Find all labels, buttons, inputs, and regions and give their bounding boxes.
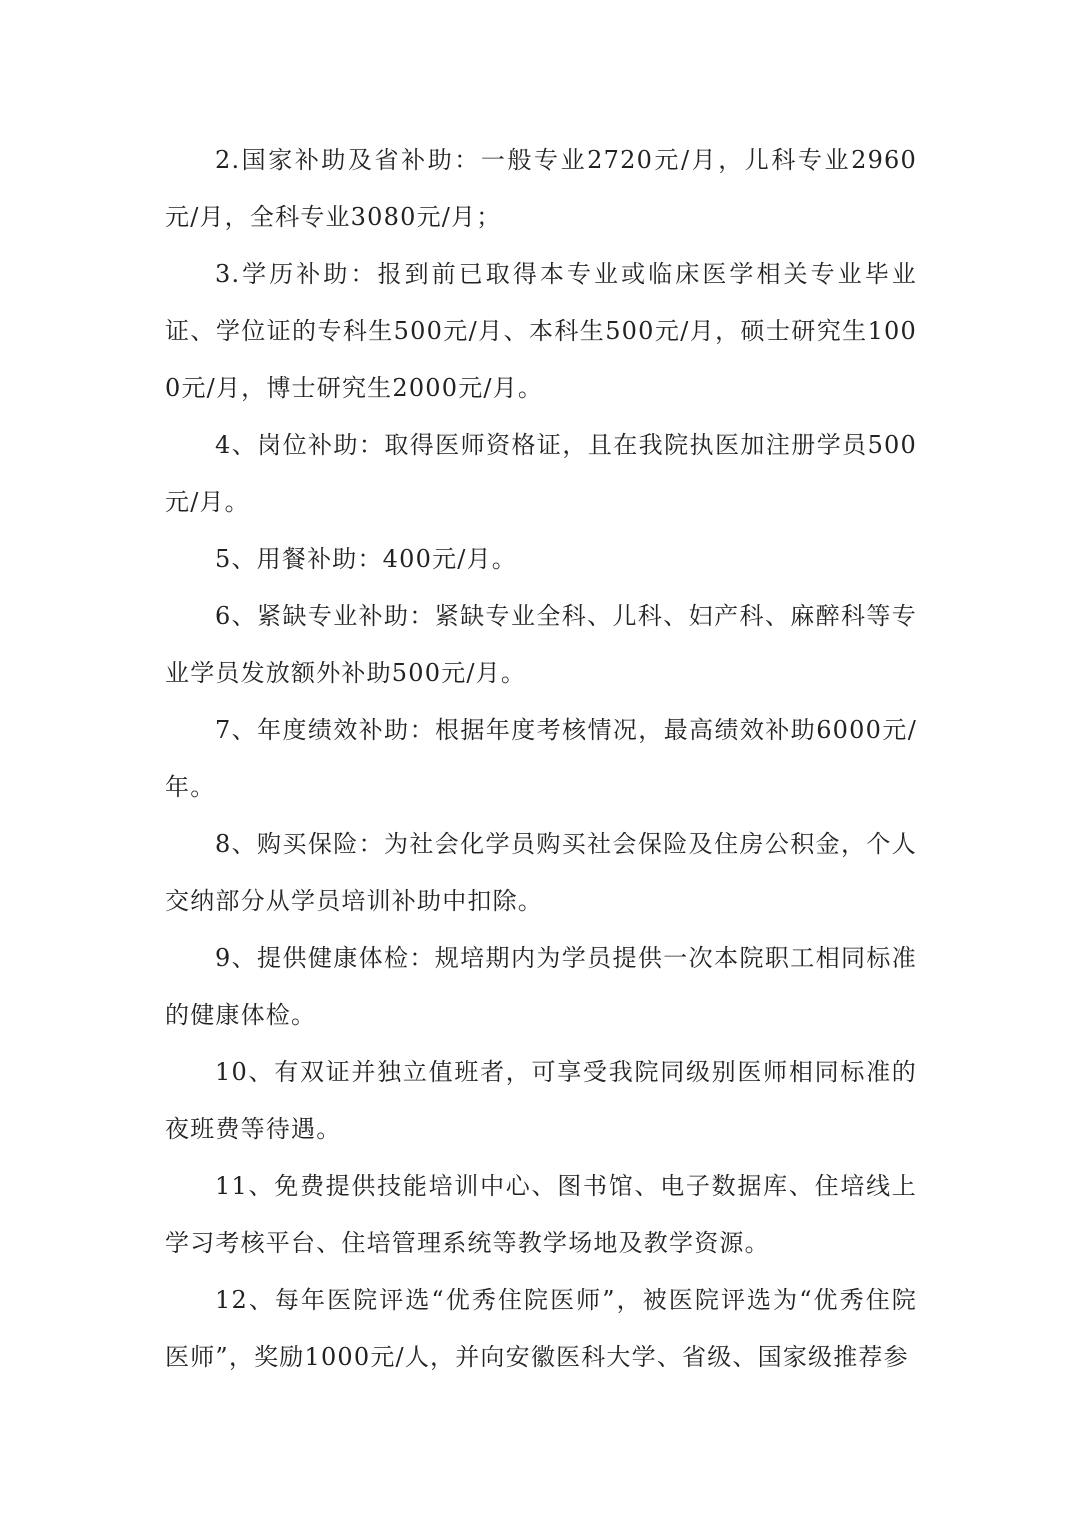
paragraph-excellent-resident: 12、每年医院评选“优秀住院医师”，被医院评选为“优秀住院医师”，奖励1000元/人，并向安徽医科大学、省级、国家级推荐参 <box>165 1286 917 1371</box>
paragraph-insurance: 8、购买保险：为社会化学员购买社会保险及住房公积金，个人交纳部分从学员培训补助中扣除。 <box>165 830 917 915</box>
paragraph-meal-subsidy: 5、用餐补助：400元/月。 <box>215 545 517 573</box>
paragraph-position-subsidy: 4、岗位补助：取得医师资格证，且在我院执医加注册学员500元/月。 <box>165 431 917 516</box>
paragraph-education-subsidy: 3.学历补助：报到前已取得本专业或临床医学相关专业毕业证、学位证的专科生500元/月、本科生500元/月，硕士研究生1000元/月，博士研究生2000元/月。 <box>165 260 917 402</box>
paragraph-shortage-subsidy: 6、紧缺专业补助：紧缺专业全科、儿科、妇产科、麻醉科等专业学员发放额外补助500元/月。 <box>165 602 917 687</box>
paragraph-resources: 11、免费提供技能培训中心、图书馆、电子数据库、住培线上学习考核平台、住培管理系统等教学场地及教学资源。 <box>165 1172 917 1257</box>
document-body <box>165 132 917 1386</box>
paragraph-health-check: 9、提供健康体检：规培期内为学员提供一次本院职工相同标准的健康体检。 <box>165 944 917 1029</box>
paragraph-night-shift: 10、有双证并独立值班者，可享受我院同级别医师相同标准的夜班费等待遇。 <box>165 1058 917 1143</box>
paragraph-national-subsidy: 2.国家补助及省补助：一般专业2720元/月，儿科专业2960元/月，全科专业3080元/月； <box>165 146 917 231</box>
paragraph-performance-subsidy: 7、年度绩效补助：根据年度考核情况，最高绩效补助6000元/年。 <box>165 716 917 801</box>
